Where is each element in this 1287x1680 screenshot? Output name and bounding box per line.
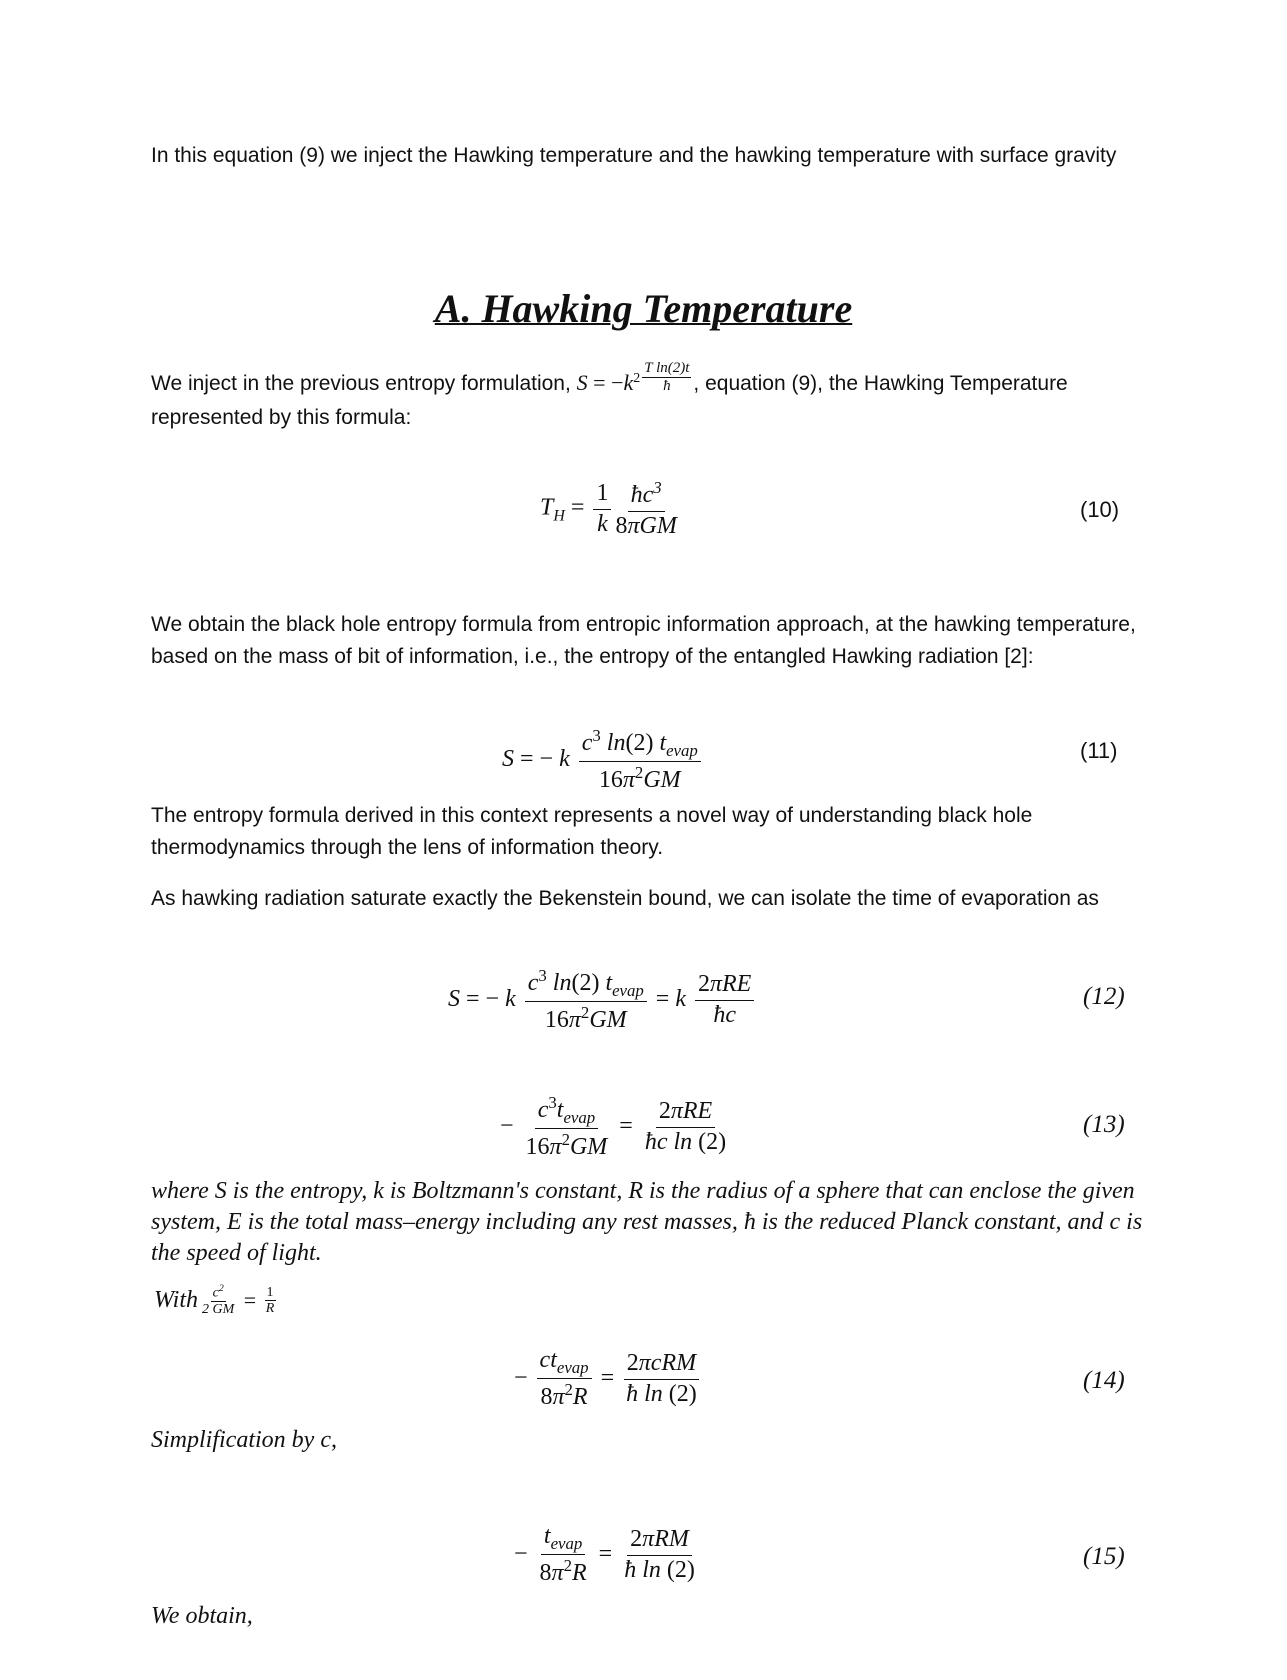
paragraph-inject-entropy: We inject in the previous entropy formulation, $S = -k^2$ $\frac{\text{T ln(2)t}}{ħ}$ , equation (9), the Hawking Temperature represented by this formula:: [151, 360, 1068, 429]
eq-number-10: (10): [1080, 497, 1120, 522]
eq-number-14: (14): [1083, 1367, 1125, 1394]
equation-13: − $\frac{c^3t_{evap}}{16\pi^2GM}$ = $\frac{\text{2πRE}}{\text{ħc ln (2)}}$: [500, 1093, 727, 1161]
we-obtain-label: We obtain,: [151, 1603, 253, 1629]
equation-15: − $\frac{t_{evap}}{8\pi^2R}$ = $\frac{\text{2πRM}}{\text{ħ ln (2)}}$: [514, 1523, 695, 1587]
section-heading: A. Hawking Temperature: [434, 286, 853, 331]
equation-10: $T_H$ = $\frac{1}{k}$ $\frac{ħc^3}{\text{8πGM}}$: [540, 478, 677, 539]
with-label: With: [154, 1287, 199, 1314]
equation-12: S = − k $\frac{c^3 \ln(2) t_{evap}}{16\pi^2GM}$ = k $\frac{\text{2πRE}}{ħc}$: [448, 966, 757, 1035]
paragraph-bekenstein: As hawking radiation saturate exactly the Bekenstein bound, we can isolate the time of evaporation as: [151, 887, 1099, 910]
equation-14: − $\frac{ct_{evap}}{8\pi^2R}$ = $\frac{\text{2πcRM}}{\text{ħ ln (2)}}$: [514, 1347, 703, 1412]
p1-before: We inject in the previous entropy formulation,: [151, 372, 577, 395]
p1-after: , equation (9), the Hawking Temperature represented by this formula:: [151, 372, 1068, 429]
eq-number-11: (11): [1080, 738, 1118, 763]
eq-number-12: (12): [1083, 983, 1125, 1010]
intro-paragraph: In this equation (9) we inject the Hawking temperature and the hawking temperature with surface gravity: [151, 144, 1117, 167]
with-relation: With $\frac{c^2}{2 GM}$ = $\frac{1}{R}$: [154, 1283, 275, 1318]
eq-number-13: (13): [1083, 1111, 1125, 1138]
simplification-label: Simplification by c,: [151, 1427, 337, 1453]
paragraph-entropic-approach: We obtain the black hole entropy formula from entropic information approach, at the hawking temperature, based on the mass of bit of information, i.e., the entropy of the entangled Hawking radiation [2]:: [151, 613, 1136, 668]
variable-definitions: where S is the entropy, k is Boltzmann's constant, R is the radius of a sphere that can enclose the given system, E is the total mass–energy including any rest masses, ħ is the reduced Planck constant, and c is the speed of light.: [151, 1178, 1143, 1266]
paragraph-novel-way: The entropy formula derived in this context represents a novel way of understanding black hole thermodynamics through the lens of information theory.: [151, 804, 1033, 859]
equation-11: S = − k $\frac{c^3 \ln(2) t_{evap}}{16\pi^2GM}$: [502, 726, 704, 795]
inline-entropy-formula: S: [576, 370, 588, 395]
eq-number-15: (15): [1083, 1543, 1125, 1570]
